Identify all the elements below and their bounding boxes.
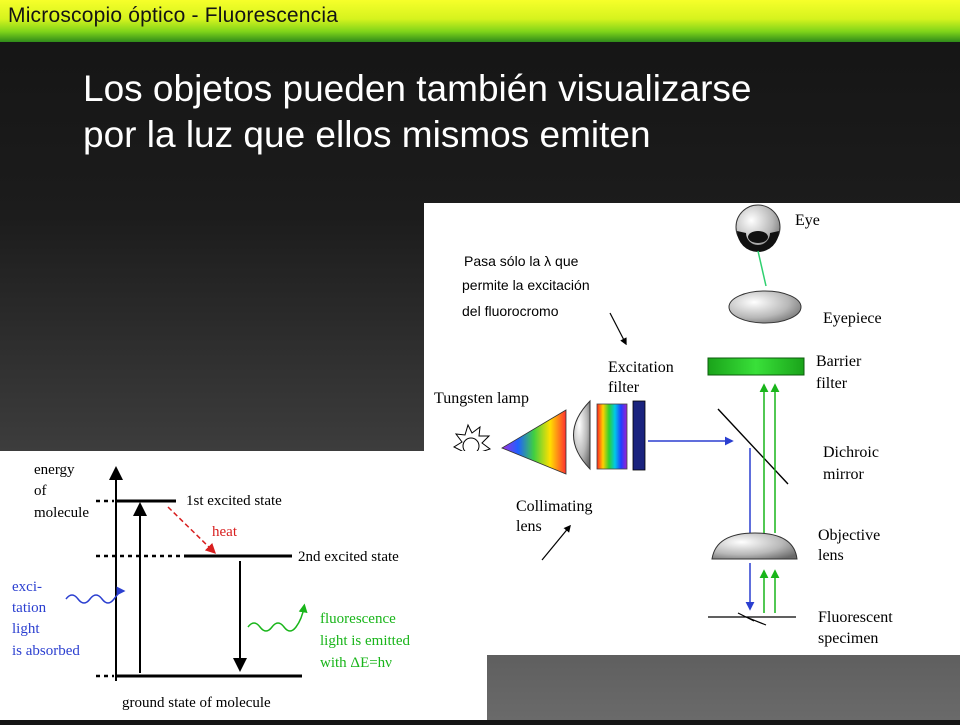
slide-title: Microscopio óptico - Fluorescencia xyxy=(8,4,339,27)
microscope-diagram xyxy=(424,203,960,655)
heat-arrow xyxy=(168,507,213,551)
collimating-lens-icon xyxy=(574,401,591,469)
barrier-filter-icon xyxy=(708,358,804,375)
annotation-arrow xyxy=(610,313,626,344)
heading-line-1: Los objetos pueden también visualizarse xyxy=(83,68,752,109)
dichroic-mirror-icon xyxy=(718,409,788,484)
fluorescence-line-2: light is emitted xyxy=(320,633,410,649)
title-bar xyxy=(0,0,960,42)
second-excited-label: 2nd excited state xyxy=(298,549,399,565)
fluorescent-specimen-label-1: Fluorescent xyxy=(818,609,893,626)
spectrum-block xyxy=(597,404,627,469)
fluorescence-wave xyxy=(248,607,304,631)
objective-lens-label-1: Objective xyxy=(818,527,881,544)
annotation-line-3: del fluorocromo xyxy=(462,303,559,319)
energy-label-2: of xyxy=(34,483,47,499)
tungsten-lamp-label: Tungsten lamp xyxy=(434,390,529,407)
microscope-diagram-panel xyxy=(424,203,960,655)
slide-heading xyxy=(83,66,943,158)
fluorescence-line-1: fluorescence xyxy=(320,611,396,627)
excitation-line-3: light xyxy=(12,621,40,637)
light-cone xyxy=(502,410,566,474)
dichroic-mirror-label-2: mirror xyxy=(823,466,864,483)
excitation-line-1: exci- xyxy=(12,579,42,595)
eye-label: Eye xyxy=(795,212,820,229)
emission-to-eye xyxy=(758,251,766,286)
annotation-line-2: permite la excitación xyxy=(462,277,590,293)
energy-diagram-panel xyxy=(0,451,487,720)
excitation-wave xyxy=(66,591,122,603)
fluorescence-line-3: with ΔE=hν xyxy=(320,655,392,671)
objective-lens-icon xyxy=(712,533,797,559)
excitation-line-4: is absorbed xyxy=(12,643,80,659)
annotation-line-1: Pasa sólo la λ que xyxy=(464,253,579,269)
excitation-filter-label-1: Excitation xyxy=(608,359,674,376)
excitation-filter-icon xyxy=(633,401,645,470)
energy-diagram xyxy=(0,451,487,720)
barrier-filter-label-2: filter xyxy=(816,375,848,392)
collimating-lens-label-1: Collimating xyxy=(516,498,593,515)
eyepiece-label: Eyepiece xyxy=(823,310,882,327)
energy-label-3: molecule xyxy=(34,505,89,521)
heat-label: heat xyxy=(212,524,237,540)
dichroic-mirror-label-1: Dichroic xyxy=(823,444,879,461)
eyepiece-icon xyxy=(729,291,801,323)
energy-label-1: energy xyxy=(34,462,75,478)
collimating-arrow xyxy=(542,526,570,560)
fluorescent-specimen-label-2: specimen xyxy=(818,630,879,647)
eye-icon xyxy=(736,205,780,252)
objective-lens-label-2: lens xyxy=(818,547,844,564)
collimating-lens-label-2: lens xyxy=(516,518,542,535)
specimen-icon xyxy=(708,613,796,625)
heading-line-2: por la luz que ellos mismos emiten xyxy=(83,114,651,155)
barrier-filter-label-1: Barrier xyxy=(816,353,862,370)
excitation-line-2: tation xyxy=(12,600,47,616)
ground-state-label: ground state of molecule xyxy=(122,695,271,711)
first-excited-label: 1st excited state xyxy=(186,493,282,509)
excitation-filter-label-2: filter xyxy=(608,379,640,396)
